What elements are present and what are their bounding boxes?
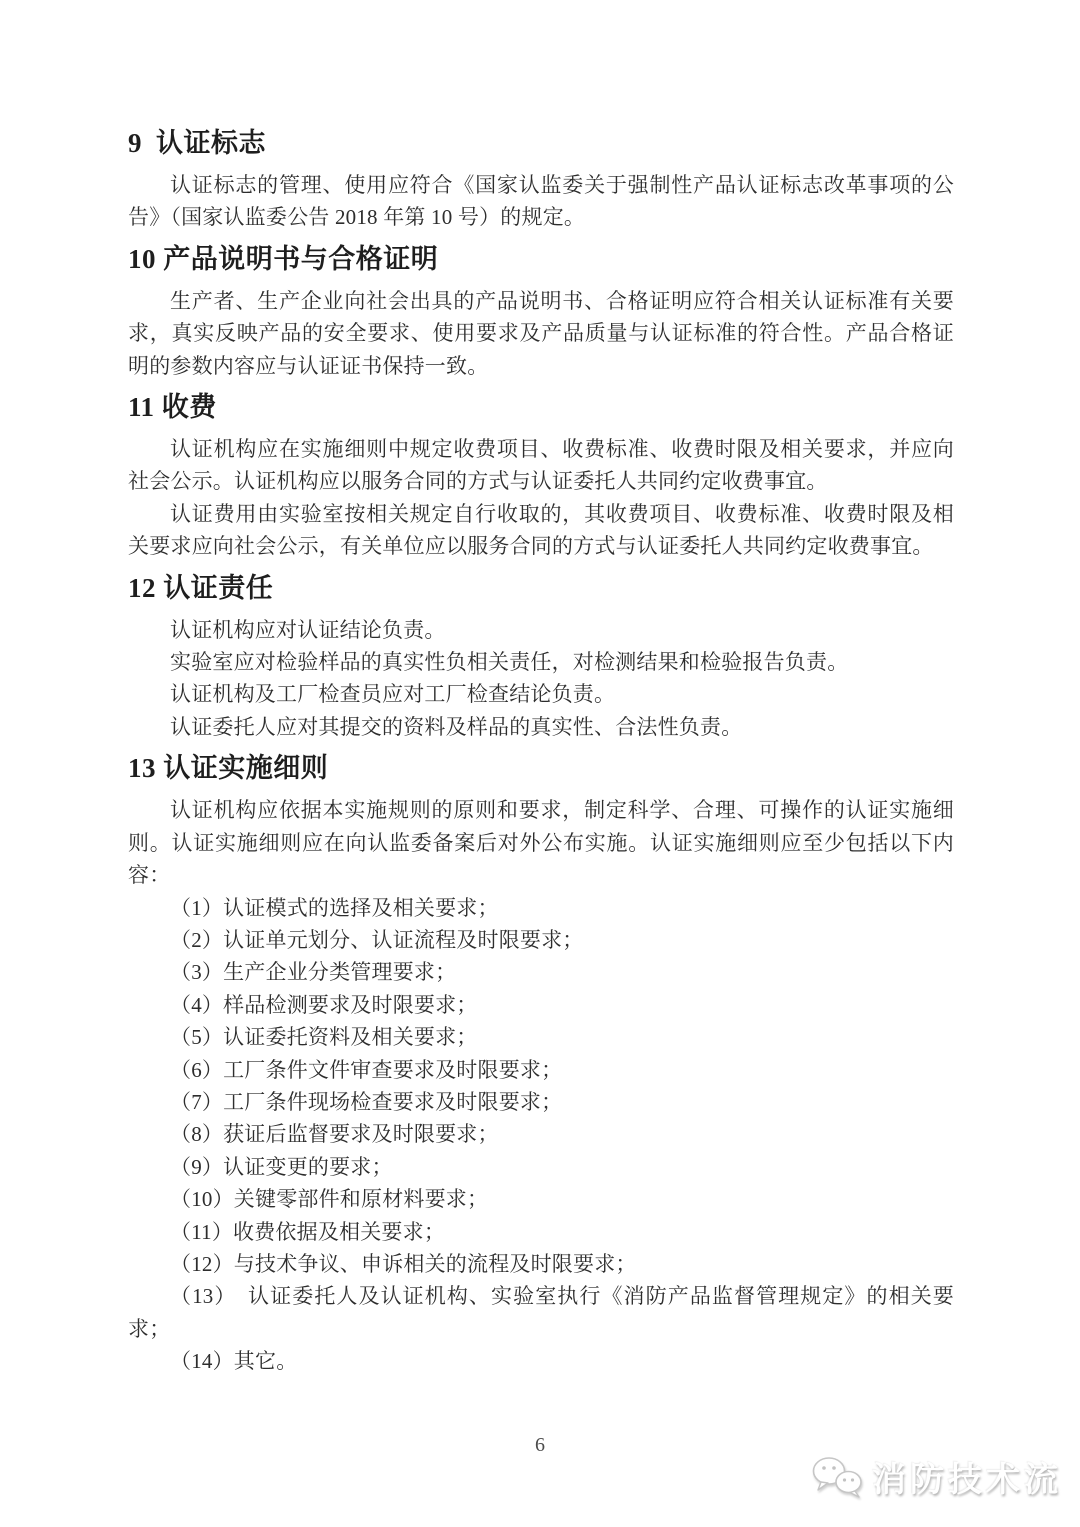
list-item: （8）获证后监督要求及时限要求； (170, 1122, 499, 1147)
section-10 (128, 240, 954, 382)
list-item: （1）认证模式的选择及相关要求； (170, 895, 499, 920)
list-item: （10）关键零部件和原材料要求； (170, 1187, 489, 1212)
section-heading: 10 产品说明书与合格证明 (128, 243, 439, 274)
list-item: （11）收费依据及相关要求； (170, 1219, 446, 1244)
paragraph: 认证机构应在实施细则中规定收费项目、收费标准、收费时限及相关要求，并应向社会公示。认证机构应以服务合同的方式与认证委托人共同约定收费事宜。 (128, 437, 954, 494)
paragraph: 认证费用由实验室按相关规定自行收取的，其收费项目、收费标准、收费时限及相关要求应向社会公示，有关单位应以服务合同的方式与认证委托人共同约定收费事宜。 (128, 501, 954, 559)
section-11 (128, 388, 954, 563)
paragraph: 认证机构及工厂检查员应对工厂检查结论负责。 (170, 682, 616, 707)
section-13 (128, 749, 954, 1377)
paragraph: 认证机构应依据本实施规则的原则和要求，制定科学、合理、可操作的认证实施细则。认证实施细则应在向认监委备案后对外公布实施。认证实施细则应至少包括以下内容： (128, 798, 954, 888)
watermark-text: 消防技术流 (872, 1461, 1062, 1499)
section-12 (128, 569, 954, 744)
section-heading: 13 认证实施细则 (128, 753, 329, 784)
list-item: （13） 认证委托人及认证机构、实验室执行《消防产品监督管理规定》的相关要求； (128, 1284, 954, 1341)
list-item: （5）认证委托资料及相关要求； (170, 1025, 478, 1050)
list-item: （6）工厂条件文件审查要求及时限要求； (170, 1057, 563, 1082)
list-item: （2）认证单元划分、认证流程及时限要求； (170, 927, 584, 952)
paragraph: 生产者、生产企业向社会出具的产品说明书、合格证明应符合相关认证标准有关要求，真实反映产品的安全要求、使用要求及产品质量与认证标准的符合性。产品合格证明的参数内容应与认证证书保持一致。 (128, 288, 954, 378)
list-item: （9）认证变更的要求； (170, 1154, 393, 1179)
list-item: （3）生产企业分类管理要求； (170, 960, 457, 985)
section-heading: 9 认证标志 (128, 128, 266, 158)
list-item: （12）与技术争议、申诉相关的流程及时限要求； (170, 1251, 637, 1276)
paragraph: 实验室应对检验样品的真实性负相关责任，对检测结果和检验报告负责。 (170, 650, 849, 675)
list-item: （4）样品检测要求及时限要求； (170, 992, 478, 1017)
paragraph: 认证机构应对认证结论负责。 (170, 617, 446, 642)
wechat-logo-icon (812, 1455, 864, 1499)
watermark (812, 1452, 1062, 1501)
list-item: （7）工厂条件现场检查要求及时限要求； (170, 1089, 563, 1114)
section-heading: 11 收费 (128, 392, 217, 423)
paragraph: 认证委托人应对其提交的资料及样品的真实性、合法性负责。 (170, 714, 743, 739)
list-item: （14）其它。 (170, 1349, 298, 1374)
paragraph: 认证标志的管理、使用应符合《国家认监委关于强制性产品认证标志改革事项的公告》（国家认监委公告 2018 年第 10 号）的规定。 (128, 173, 954, 230)
section-9 (128, 124, 954, 234)
document-content (128, 122, 954, 1384)
page-number: 6 (535, 1434, 545, 1456)
section-heading: 12 认证责任 (128, 572, 274, 603)
